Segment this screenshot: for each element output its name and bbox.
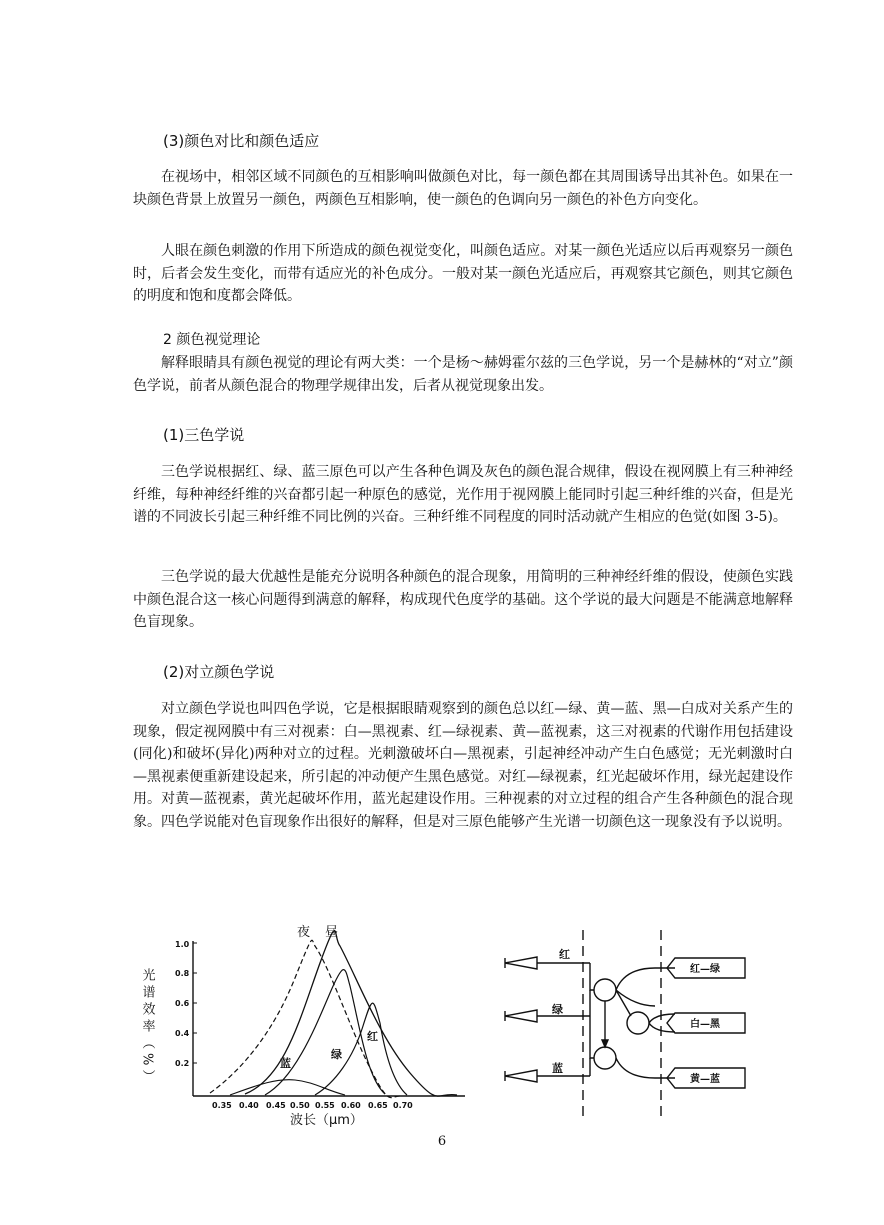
xtick-0.40: 0.40	[239, 1101, 259, 1110]
label-red: 红	[367, 1030, 378, 1043]
xtick-0.70: 0.70	[393, 1101, 413, 1110]
label-green: 绿	[331, 1048, 342, 1061]
heading-color-contrast: (3)颜色对比和颜色适应	[163, 132, 320, 150]
xtick-0.55: 0.55	[315, 1101, 335, 1110]
ytick-0.4: 0.4	[175, 1029, 190, 1038]
label-blue: 蓝	[280, 1057, 291, 1070]
output-label-white-black: 白—黑	[690, 1019, 720, 1030]
paragraph-color-adaptation: 人眼在颜色刺激的作用下所造成的颜色视觉变化，叫颜色适应。对某一颜色光适应以后再观察另一颜色时，后者会发生变化，而带有适应光的补色成分。一般对某一颜色光适应后，再观察其它颜色，则其它颜色的明度和饱和度都会降低。	[133, 243, 793, 305]
xtick-0.65: 0.65	[368, 1101, 388, 1110]
paragraph-trichromatic-merits: 三色学说的最大优越性是能充分说明各种颜色的混合现象，用简明的三种神经纤维的假设，使颜色实践中颜色混合这一核心问题得到满意的解释，构成现代色度学的基础。这个学说的最大问题是不能满意地解释色盲现象。	[133, 569, 793, 631]
xtick-0.50: 0.50	[290, 1101, 310, 1110]
spectral-efficiency-figure	[135, 918, 465, 1130]
night-label: 夜	[297, 925, 311, 940]
output-label-red-green: 红—绿	[690, 964, 720, 975]
ytick-0.6: 0.6	[175, 999, 190, 1008]
output-label-yellow-blue: 黄—蓝	[690, 1074, 720, 1085]
ytick-1.0: 1.0	[175, 940, 190, 949]
input-label-red: 红	[559, 948, 570, 961]
input-label-green: 绿	[552, 1003, 563, 1016]
heading-trichromatic: (1)三色学说	[163, 426, 245, 444]
page-number: 6	[437, 1134, 447, 1149]
day-label: 昼	[325, 925, 339, 940]
paragraph-color-contrast: 在视场中，相邻区域不同颜色的互相影响叫做颜色对比，每一颜色都在其周围诱导出其补色。如果在一块颜色背景上放置另一颜色，两颜色互相影响，使一颜色的色调向另一颜色的补色方向变化。	[133, 169, 793, 208]
figure-ylabel: 光谱效率（%）	[139, 968, 155, 1087]
figure-xlabel: 波长（μm）	[290, 1113, 363, 1128]
paragraph-trichromatic: 三色学说根据红、绿、蓝三原色可以产生各种色调及灰色的颜色混合规律，假设在视网膜上有三种神经纤维，每种神经纤维的兴奋都引起一种原色的感觉，光作用于视网膜上能同时引起三种纤维的兴奋，但是光谱的不同波长引起三种纤维不同比例的兴奋。三种纤维不同程度的同时活动就产生相应的色觉(如图 3-5)。	[133, 464, 793, 526]
xtick-0.35: 0.35	[212, 1101, 232, 1110]
ytick-0.8: 0.8	[175, 969, 190, 978]
night-curve	[210, 940, 400, 1097]
opponent-process-diagram	[495, 928, 755, 1124]
day-curve	[245, 931, 457, 1096]
ytick-0.2: 0.2	[175, 1059, 190, 1068]
input-label-blue: 蓝	[552, 1062, 563, 1075]
xtick-0.45: 0.45	[266, 1101, 286, 1110]
xtick-0.60: 0.60	[341, 1101, 361, 1110]
heading-color-vision-theory: 2 颜色视觉理论	[163, 332, 261, 348]
paragraph-opponent: 对立颜色学说也叫四色学说，它是根据眼睛观察到的颜色总以红—绿、黄—蓝、黑—白成对关系产生的现象，假定视网膜中有三对视素：白—黑视素、红—绿视素、黄—蓝视素，这三对视素的代谢作用包括建设(同化)和破坏(异化)两种对立的过程。光刺激破坏白—黑视素，引起神经冲动产生白色感觉；无光刺激时白—黑视素便重新建设起来，所引起的冲动便产生黑色感觉。对红—绿视素，红光起破坏作用，绿光起建设作用。对黄—蓝视素，黄光起破坏作用，蓝光起建设作用。三种视素的对立过程的组合产生各种颜色的混合现象。四色学说能对色盲现象作出很好的解释，但是对三原色能够产生光谱一切颜色这一现象没有予以说明。	[133, 701, 793, 830]
heading-opponent: (2)对立颜色学说	[163, 663, 275, 681]
paragraph-theory-intro: 解释眼睛具有颜色视觉的理论有两大类：一个是杨～赫姆霍尔兹的三色学说，另一个是赫林的“对立”颜色学说，前者从颜色混合的物理学规律出发，后者从视觉现象出发。	[133, 355, 793, 394]
